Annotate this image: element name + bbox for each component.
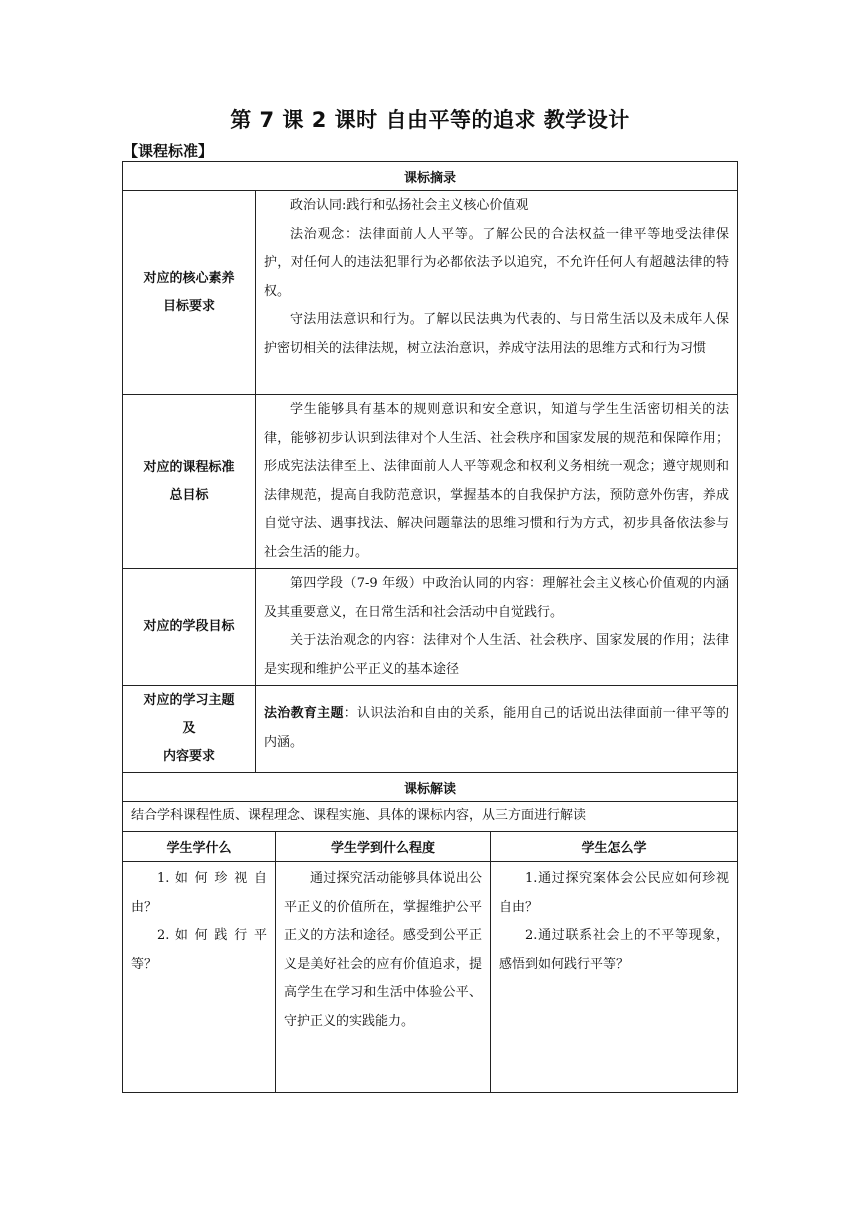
row-content-overall-goal — [255, 394, 738, 569]
label-line: 对应的学习主题 — [143, 693, 235, 708]
label-line: 对应的核心素养 — [143, 270, 235, 286]
document-title: 第 7 课 2 课时 自由平等的追求 教学设计 — [230, 108, 630, 132]
interpretation-note: 结合学科课程性质、课程理念、课程实施、具体的课标内容，从三方面进行解读 — [122, 801, 738, 832]
row-content-stage-goal — [255, 568, 738, 686]
label-line: 目标要求 — [162, 298, 215, 314]
degree-text: 通过探究活动能够具体说出公平正义的价值所在，掌握维护公平正义的方法和途径。感受到公平正义是美好社会的应有价值追求，提高学生在学习和生活中体验公平、守护正义的实践能力。 — [284, 871, 482, 1029]
label-line: 总目标 — [169, 487, 209, 503]
how-item: 2.通过联系社会上的不平等现象，感悟到如何践行平等？ — [499, 928, 729, 972]
label-line: 对应的学段目标 — [143, 619, 235, 634]
row-label-learning-theme — [122, 685, 256, 773]
row-label-stage-goal — [122, 568, 256, 686]
paragraph: 守法用法意识和行为。了解以民法典为代表的、与日常生活以及未成年人保护密切相关的法律法规，树立法治意识，养成守法用法的思维方式和行为习惯 — [264, 312, 729, 356]
what-item: 2. 如 何 践 行 平 等？ — [131, 928, 267, 972]
column-header-what: 学生学什么 — [122, 831, 276, 862]
row-label-overall-goal — [122, 394, 256, 569]
column-header-how: 学生怎么学 — [490, 831, 738, 862]
paragraph: 政治认同:践行和弘扬社会主义核心价值观 — [290, 198, 529, 213]
label-line: 对应的课程标准 — [143, 459, 235, 475]
label-line: 内容要求 — [162, 749, 215, 764]
theme-keyword: 法治教育主题 — [264, 706, 344, 721]
section-heading: 【课程标准】 — [123, 142, 214, 160]
row-label-core-literacy — [122, 190, 256, 395]
interpretation-header: 课标解读 — [122, 772, 738, 802]
degree-cell — [275, 861, 491, 1093]
what-cell — [122, 861, 276, 1093]
row-content-core-literacy — [255, 190, 738, 395]
row-content-learning-theme — [255, 685, 738, 773]
how-item: 1.通过探究案体会公民应如何珍视自由？ — [499, 871, 729, 915]
summary-header: 课标摘录 — [122, 161, 738, 191]
paragraph: 第四学段（7-9 年级）中政治认同的内容：理解社会主义核心价值观的内涵及其重要意义，在日常生活和社会活动中自觉践行。 — [264, 576, 729, 620]
theme-text: ：认识法治和自由的关系，能用自己的话说出法律面前一律平等的内涵。 — [264, 706, 729, 750]
paragraph: 关于法治观念的内容：法律对个人生活、社会秩序、国家发展的作用；法律是实现和维护公平正义的基本途径 — [264, 633, 729, 677]
theme-paragraph — [264, 700, 729, 757]
what-item: 1. 如 何 珍 视 自 由？ — [131, 871, 267, 915]
paragraph: 学生能够具有基本的规则意识和安全意识，知道与学生生活密切相关的法律，能够初步认识到法律对个人生活、社会秩序和国家发展的规范和保障作用；形成宪法法律至上、法律面前人人平等观念和权利义务相统一观念；遵守规则和法律规范，提高自我防范意识，掌握基本的自我保护方法，预防意外伤害，养成自觉守法、遇事找法、解决问题靠法的思维习惯和行为方式，初步具备依法参与社会生活的能力。 — [264, 402, 729, 560]
how-cell — [490, 861, 738, 1093]
column-header-degree: 学生学到什么程度 — [275, 831, 491, 862]
paragraph: 法治观念：法律面前人人平等。了解公民的合法权益一律平等地受法律保护，对任何人的违法犯罪行为必都依法予以追究，不允许任何人有超越法律的特权。 — [264, 226, 729, 299]
label-line: 及 — [182, 721, 196, 736]
